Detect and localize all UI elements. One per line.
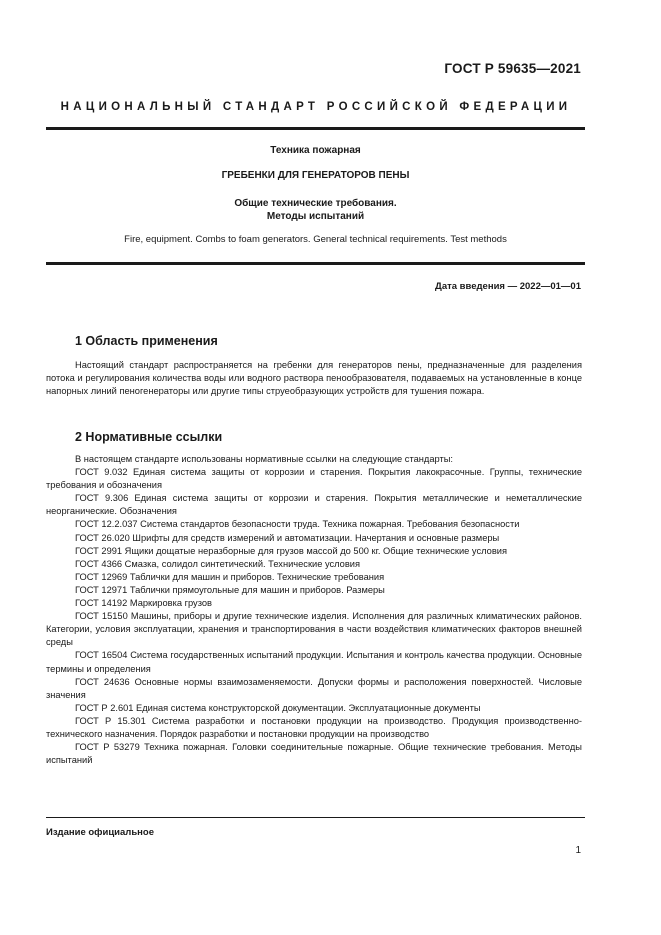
subtitle-line-1: Общие технические требования.: [234, 198, 397, 209]
title-block-rule: [46, 262, 585, 265]
top-rule: [46, 127, 585, 130]
subject-line: Техника пожарная: [270, 145, 361, 156]
reference-item: ГОСТ 26.020 Шрифты для средств измерений и автоматизации. Начертания и основные размеры: [75, 532, 500, 543]
page-number: 1: [575, 845, 581, 856]
edition-label: Издание официальное: [46, 827, 154, 838]
reference-item: ГОСТ 16504 Система государственных испытаний продукции. Испытания и контроль качества продукции. Основные термины и определения: [46, 650, 582, 674]
reference-item: ГОСТ Р 2.601 Единая система конструкторской документации. Эксплуатационные документы: [75, 702, 481, 713]
introduction-date: Дата введения — 2022—01—01: [435, 281, 581, 292]
reference-item: ГОСТ 12969 Таблички для машин и приборов. Технические требования: [75, 571, 385, 582]
reference-item: ГОСТ 4366 Смазка, солидол синтетический. Технические условия: [75, 558, 361, 569]
document-title: ГРЕБЕНКИ ДЛЯ ГЕНЕРАТОРОВ ПЕНЫ: [221, 170, 410, 181]
reference-item: ГОСТ 9.306 Единая система защиты от коррозии и старения. Покрытия металлические и неметаллические неорганические. Обозначения: [46, 493, 582, 517]
reference-item: ГОСТ 12971 Таблички прямоугольные для машин и приборов. Размеры: [75, 584, 385, 595]
gost-number: ГОСТ Р 59635—2021: [444, 61, 581, 76]
section-1-heading: 1 Область применения: [75, 334, 218, 348]
section-2-body: [46, 453, 582, 767]
reference-item: ГОСТ 24636 Основные нормы взаимозаменяемости. Допуски формы и расположения поверхностей. Числовые значения: [46, 676, 582, 700]
reference-item: ГОСТ 15150 Машины, приборы и другие технические изделия. Исполнения для различных климатических районов. Категории, условия эксплуатации, хранения и транспортирования в части воздействия климатических факторов внешней среды: [46, 611, 582, 648]
reference-item: ГОСТ 2991 Ящики дощатые неразборные для грузов массой до 500 кг. Общие технические условия: [75, 545, 507, 556]
reference-item: ГОСТ 9.032 Единая система защиты от коррозии и старения. Покрытия лакокрасочные. Группы, технические требования и обозначения: [46, 467, 582, 491]
paragraph: В настоящем стандарте использованы нормативные ссылки на следующие стандарты:: [75, 454, 454, 464]
reference-item: ГОСТ 12.2.037 Система стандартов безопасности труда. Техника пожарная. Требования безопасности: [75, 519, 520, 530]
footer-rule: [46, 817, 585, 818]
section-1-body: [46, 359, 582, 398]
reference-item: ГОСТ Р 15.301 Система разработки и постановки продукции на производство. Продукция производственно-технического назначения. Порядок разработки и постановки продукции на производство: [46, 715, 582, 739]
english-title: Fire, equipment. Combs to foam generators. General technical requirements. Test methods: [124, 234, 507, 245]
reference-item: ГОСТ 14192 Маркировка грузов: [75, 598, 212, 609]
national-standard-title: НАЦИОНАЛЬНЫЙ СТАНДАРТ РОССИЙСКОЙ ФЕДЕРАЦИИ: [60, 101, 572, 113]
section-2-heading: 2 Нормативные ссылки: [75, 430, 223, 444]
reference-item: ГОСТ Р 53279 Техника пожарная. Головки соединительные пожарные. Общие технические требования. Методы испытаний: [46, 742, 582, 766]
subtitle-line-2: Методы испытаний: [266, 211, 365, 222]
document-subtitle: [46, 197, 585, 223]
paragraph: Настоящий стандарт распространяется на гребенки для генераторов пены, предназначенные для разделения потока и регулирования количества воды или водного раствора пенообразователя, подаваемых на установленные в конце напорных линий пеногенераторы или другие типы струеобразующих устройств для тушения пожара.: [46, 360, 582, 397]
